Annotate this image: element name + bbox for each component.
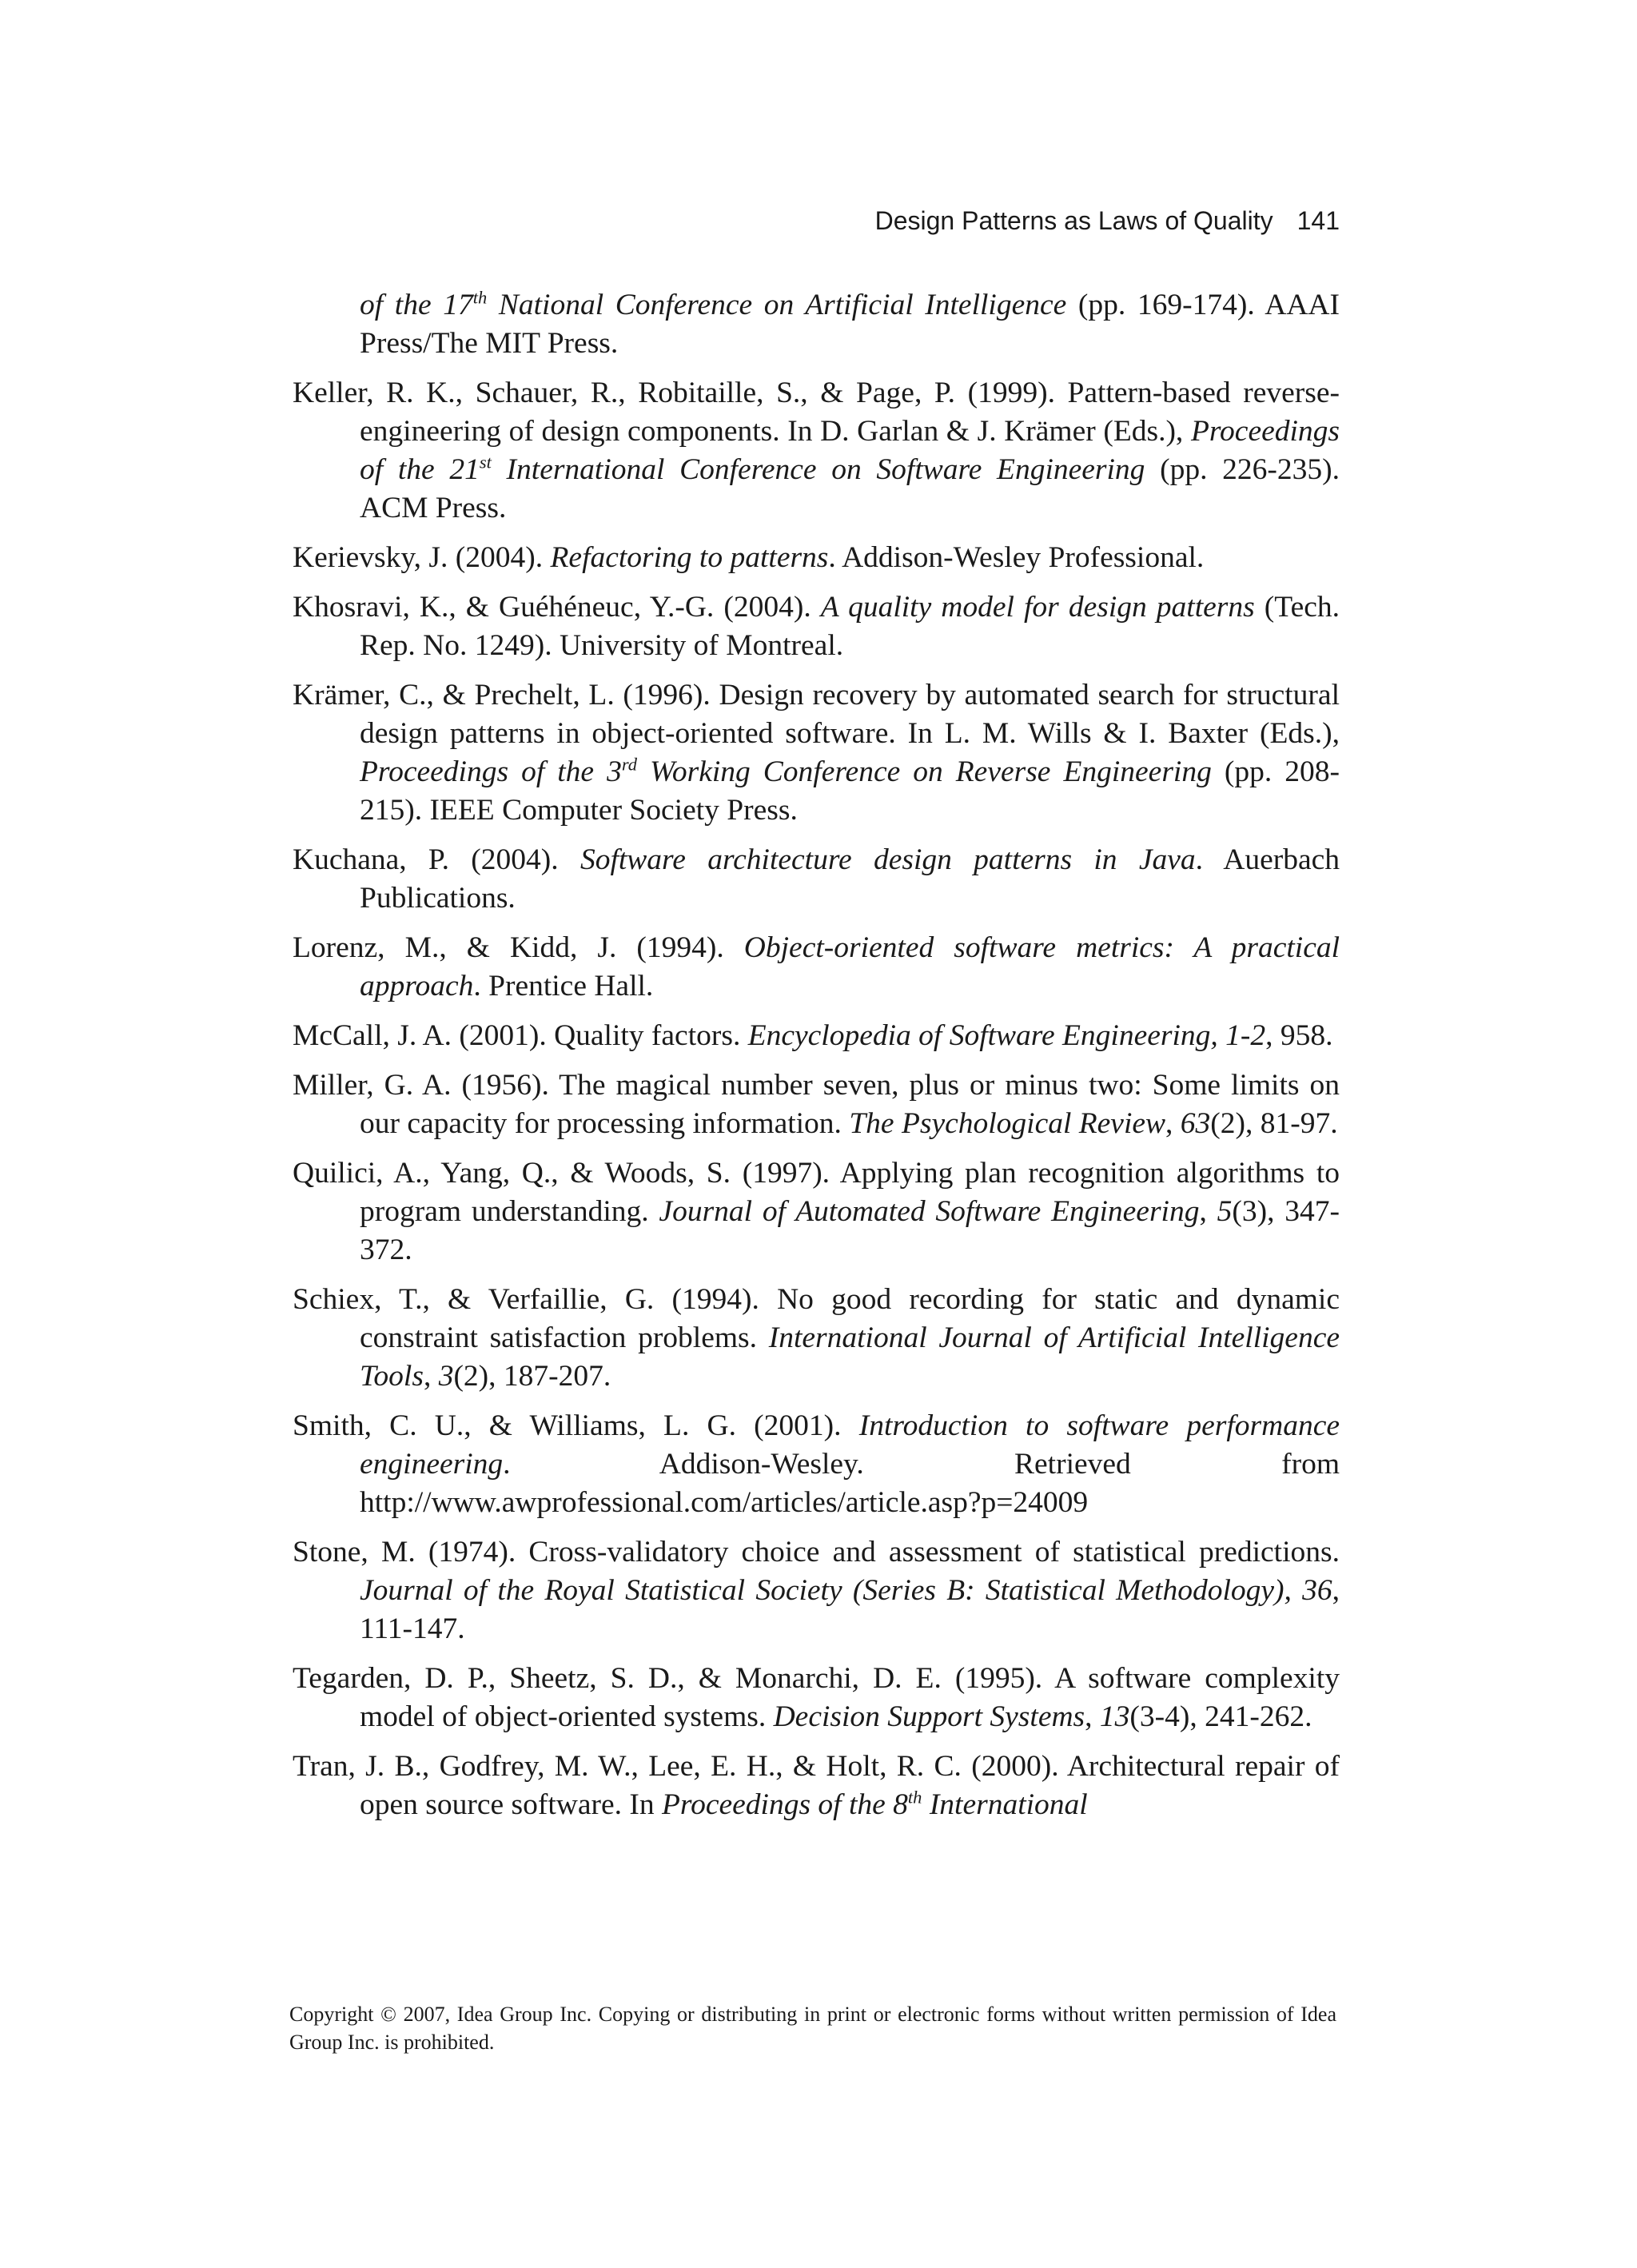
reference-text: (2), 187-207.: [453, 1360, 611, 1393]
reference-text: . Addison-Wesley Professional.: [828, 541, 1205, 574]
reference-italic-text: Software architecture design patterns in Java: [580, 843, 1196, 876]
reference-entry: [293, 374, 1340, 528]
reference-text: Kerievsky, J. (2004).: [293, 541, 551, 574]
reference-entry: [293, 676, 1340, 830]
reference-italic-text: Decision Support Systems: [773, 1700, 1085, 1733]
reference-entry: [293, 1533, 1340, 1648]
reference-italic-text: Journal of the Royal Statistical Society (Series B: Statistical Methodology), 36: [360, 1574, 1332, 1607]
reference-entry: [293, 1017, 1340, 1055]
reference-entry: [293, 1281, 1340, 1396]
reference-text: ,: [1085, 1700, 1100, 1733]
reference-text: (3), 347-372.: [360, 1195, 1340, 1266]
reference-italic-text: Encyclopedia of Software Engineering, 1-2: [747, 1019, 1266, 1052]
reference-text: Miller, G. A. (1956). The magical number seven, plus or minus two: Some limits on our capacity for processing information.: [293, 1069, 1340, 1140]
reference-text: McCall, J. A. (2001). Quality factors.: [293, 1019, 748, 1052]
reference-text: , 111-147.: [360, 1574, 1340, 1645]
ordinal-superscript: th: [907, 1787, 922, 1808]
reference-text: . Addison-Wesley. Retrieved from http://www.awprofessional.com/articles/article.asp?p=24009: [360, 1448, 1340, 1519]
reference-italic-text: of the 17: [360, 289, 473, 321]
reference-text: , 958.: [1265, 1019, 1333, 1052]
reference-italic-text: International Journal of Artificial Intelligence Tools: [360, 1321, 1340, 1393]
reference-italic-text: The Psychological Review: [849, 1107, 1166, 1140]
reference-italic-text: Working Conference on Reverse Engineering: [637, 755, 1212, 788]
reference-entry: [293, 539, 1340, 577]
reference-text: (3-4), 241-262.: [1129, 1700, 1312, 1733]
reference-text: . Prentice Hall.: [473, 970, 654, 1002]
reference-text: Khosravi, K., & Guéhéneuc, Y.-G. (2004).: [293, 591, 821, 624]
reference-entry: [293, 1066, 1340, 1143]
ordinal-superscript: st: [479, 452, 492, 472]
reference-italic-text: Proceedings of the 3: [360, 755, 622, 788]
reference-text: (Tech. Rep. No. 1249). University of Montreal.: [360, 591, 1340, 662]
reference-continuation: [293, 286, 1340, 363]
reference-italic-text: Refactoring to patterns: [550, 541, 829, 574]
reference-text: ,: [1165, 1107, 1181, 1140]
reference-italic-text: Proceedings of the 8: [662, 1788, 908, 1821]
reference-italic-text: International: [922, 1788, 1088, 1821]
reference-entry: [293, 929, 1340, 1006]
reference-italic-text: 5: [1217, 1195, 1233, 1228]
reference-italic-text: Object-oriented software metrics: A practical approach: [360, 931, 1340, 1002]
reference-italic-text: 13: [1099, 1700, 1130, 1733]
reference-text: Schiex, T., & Verfaillie, G. (1994). No good recording for static and dynamic constraint satisfaction problems.: [293, 1283, 1340, 1354]
ordinal-superscript: rd: [621, 754, 638, 775]
reference-italic-text: 3: [438, 1360, 454, 1393]
running-header: [293, 206, 1340, 236]
reference-text: ,: [1199, 1195, 1217, 1228]
running-title: Design Patterns as Laws of Quality: [874, 206, 1273, 235]
reference-text: Quilici, A., Yang, Q., & Woods, S. (1997). Applying plan recognition algorithms to program understanding.: [293, 1157, 1340, 1228]
reference-text: (2), 81-97.: [1210, 1107, 1338, 1140]
reference-text: Tran, J. B., Godfrey, M. W., Lee, E. H., & Holt, R. C. (2000). Architectural repair of open source software. In: [293, 1750, 1340, 1821]
page-number: 141: [1296, 206, 1340, 235]
reference-text: Lorenz, M., & Kidd, J. (1994).: [293, 931, 744, 964]
reference-entry: [293, 1154, 1340, 1270]
reference-text: Tegarden, D. P., Sheetz, S. D., & Monarchi, D. E. (1995). A software complexity model of object-oriented systems.: [293, 1662, 1340, 1733]
reference-entry: [293, 1407, 1340, 1522]
reference-text: (pp. 208-215). IEEE Computer Society Press.: [360, 755, 1340, 827]
reference-entry: [293, 1748, 1340, 1824]
reference-text: Stone, M. (1974). Cross-validatory choice and assessment of statistical predictions.: [293, 1536, 1340, 1568]
copyright-notice: Copyright © 2007, Idea Group Inc. Copying or distributing in print or electronic forms without written permission of Idea Group Inc. is prohibited.: [289, 2003, 1336, 2054]
reference-italic-text: A quality model for design patterns: [820, 591, 1255, 624]
reference-entry: [293, 1660, 1340, 1736]
reference-italic-text: Proceedings of the 21: [360, 415, 1340, 486]
reference-italic-text: Journal of Automated Software Engineering: [659, 1195, 1200, 1228]
reference-entry: [293, 588, 1340, 665]
reference-text: Keller, R. K., Schauer, R., Robitaille, S., & Page, P. (1999). Pattern-based reverse-engineering of design components. In D. Garlan & J. Krämer (Eds.),: [293, 377, 1340, 448]
ordinal-superscript: th: [472, 287, 488, 308]
reference-text: (pp. 226-235). ACM Press.: [360, 453, 1340, 524]
reference-text: ,: [423, 1360, 439, 1393]
reference-text: Kuchana, P. (2004).: [293, 843, 580, 876]
reference-italic-text: International Conference on Software Engineering: [491, 453, 1145, 486]
reference-text: (pp. 169-174). AAAI Press/The MIT Press.: [360, 289, 1340, 360]
reference-list: [293, 286, 1340, 1836]
reference-italic-text: National Conference on Artificial Intelligence: [487, 289, 1067, 321]
reference-text: Smith, C. U., & Williams, L. G. (2001).: [293, 1409, 859, 1442]
reference-entry: [293, 841, 1340, 918]
reference-text: . Auerbach Publications.: [360, 843, 1340, 915]
reference-italic-text: 63: [1180, 1107, 1211, 1140]
reference-italic-text: Introduction to software performance engineering: [360, 1409, 1340, 1481]
reference-text: Krämer, C., & Prechelt, L. (1996). Design recovery by automated search for structural design patterns in object-oriented software. In L. M. Wills & I. Baxter (Eds.),: [293, 679, 1340, 750]
